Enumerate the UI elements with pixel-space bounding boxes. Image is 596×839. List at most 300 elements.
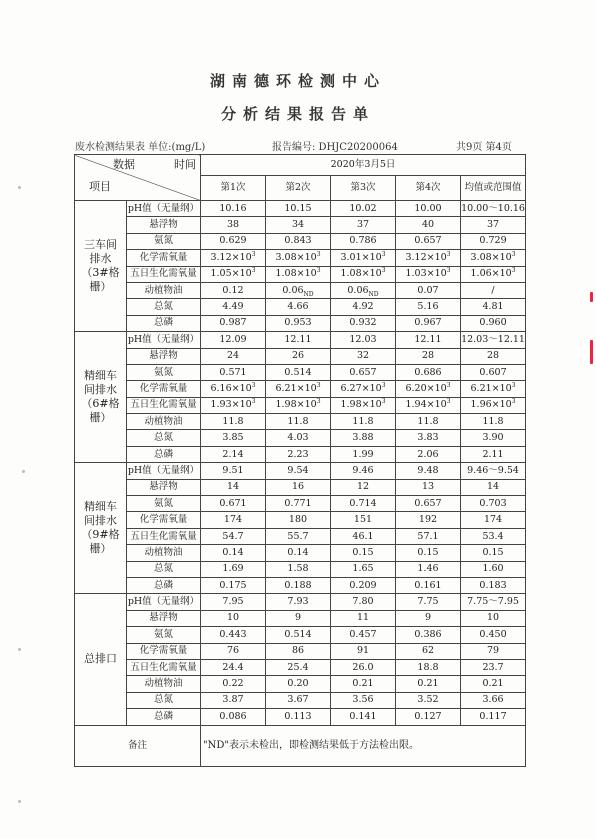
value-text: 0.657 <box>414 497 442 509</box>
value-text: 3.90 <box>482 432 504 444</box>
value-cell <box>461 446 526 462</box>
value-cell <box>331 364 396 380</box>
table-row <box>75 528 526 544</box>
value-cell <box>266 217 331 233</box>
value-cell <box>201 479 266 495</box>
value-cell <box>461 479 526 495</box>
header-corner-cell <box>75 155 201 201</box>
item-name-cell: 动植物油 <box>127 282 201 298</box>
edge-mark <box>590 340 593 364</box>
table-row <box>75 397 526 413</box>
value-cell <box>461 692 526 708</box>
value-text: 0.386 <box>414 628 442 640</box>
value-text: 79 <box>486 645 500 657</box>
value-cell <box>266 414 331 430</box>
item-name-cell: 化学需氧量 <box>127 381 201 397</box>
item-name-cell: pH值（无量纲） <box>127 201 201 217</box>
value-text: 86 <box>291 645 305 657</box>
value-text: 57.1 <box>417 530 439 542</box>
table-row <box>75 627 526 643</box>
value-text: 1.06×10 <box>470 268 512 280</box>
table-row <box>75 610 526 626</box>
value-text: 26 <box>291 350 305 362</box>
item-name-cell: pH值（无量纲） <box>127 463 201 479</box>
value-cell <box>461 528 526 544</box>
value-text: 25.4 <box>287 661 309 673</box>
value-text: 28 <box>421 350 435 362</box>
item-name-cell: 动植物油 <box>127 545 201 561</box>
value-cell <box>331 282 396 298</box>
value-text: 1.93×10 <box>210 399 252 411</box>
value-text: 0.21 <box>352 678 374 690</box>
value-text: 0.127 <box>414 710 442 722</box>
value-cell <box>396 709 461 725</box>
item-name-cell: 总氮 <box>127 692 201 708</box>
table-row <box>75 233 526 249</box>
value-cell <box>266 512 331 528</box>
value-text: 10.00 <box>414 202 442 214</box>
value-text: 174 <box>483 514 503 526</box>
value-cell <box>201 676 266 692</box>
table-row <box>75 217 526 233</box>
value-text: 3.83 <box>417 432 439 444</box>
value-text: 1.08×10 <box>275 268 317 280</box>
value-cell <box>396 266 461 282</box>
value-text: / <box>491 284 495 296</box>
exponent: 3 <box>251 381 256 389</box>
corner-time-label: 时间 <box>174 158 196 171</box>
value-text: 0.086 <box>219 710 247 722</box>
remark-text: "ND"表示未检出，即检测结果低于方法检出限。 <box>201 725 526 766</box>
value-cell <box>396 282 461 298</box>
value-text: 0.21 <box>482 678 504 690</box>
group-name-cell: 总排口 <box>75 594 127 725</box>
value-cell <box>266 381 331 397</box>
value-text: 0.457 <box>349 628 377 640</box>
value-text: 11 <box>356 612 370 624</box>
scan-speck <box>22 470 25 473</box>
value-text: 6.21×10 <box>470 382 512 394</box>
value-cell <box>331 233 396 249</box>
value-text: 9.46～9.54 <box>467 464 519 476</box>
exponent: 3 <box>511 250 516 258</box>
value-cell <box>266 463 331 479</box>
value-cell <box>396 348 461 364</box>
value-text: 0.786 <box>349 235 377 247</box>
value-cell <box>396 463 461 479</box>
value-cell <box>461 659 526 675</box>
value-cell <box>331 299 396 315</box>
value-text: 0.729 <box>479 235 507 247</box>
value-text: 3.12×10 <box>210 251 252 263</box>
value-cell <box>266 315 331 331</box>
item-name-cell: 五日生化需氧量 <box>127 397 201 413</box>
value-cell <box>266 594 331 610</box>
table-row <box>75 709 526 725</box>
value-text: 0.15 <box>352 546 374 558</box>
item-name-cell: 悬浮物 <box>127 348 201 364</box>
value-text: 2.06 <box>417 448 439 460</box>
value-cell <box>331 496 396 512</box>
value-cell <box>266 545 331 561</box>
value-text: 18.8 <box>417 661 439 673</box>
item-name-cell: 动植物油 <box>127 676 201 692</box>
value-text: 1.58 <box>287 563 309 575</box>
value-cell <box>201 250 266 266</box>
table-row <box>75 414 526 430</box>
value-text: 0.571 <box>219 366 247 378</box>
remark-row <box>75 725 526 766</box>
item-name-cell: 氨氮 <box>127 233 201 249</box>
value-text: 12.09 <box>219 333 247 345</box>
col-header: 第1次 <box>201 176 266 201</box>
value-text: 151 <box>353 514 373 526</box>
value-cell <box>266 332 331 348</box>
value-cell <box>396 528 461 544</box>
value-cell <box>331 266 396 282</box>
value-cell <box>331 446 396 462</box>
value-text: 0.703 <box>479 497 507 509</box>
value-text: 1.98×10 <box>340 399 382 411</box>
value-cell <box>266 479 331 495</box>
value-cell <box>461 545 526 561</box>
value-cell <box>396 479 461 495</box>
value-text: 3.01×10 <box>340 251 382 263</box>
value-cell <box>461 414 526 430</box>
value-cell <box>201 594 266 610</box>
value-cell <box>461 676 526 692</box>
value-cell <box>396 364 461 380</box>
value-cell <box>396 692 461 708</box>
value-text: 11.8 <box>287 415 309 427</box>
value-cell <box>396 545 461 561</box>
exponent: 3 <box>251 267 256 275</box>
value-text: 9.46 <box>352 464 374 476</box>
value-cell <box>201 709 266 725</box>
table-row <box>75 250 526 266</box>
value-text: 4.49 <box>222 301 244 313</box>
value-text: 3.67 <box>287 694 309 706</box>
value-cell <box>201 512 266 528</box>
value-text: 10 <box>486 612 500 624</box>
value-cell <box>331 577 396 593</box>
value-text: 37 <box>356 219 370 231</box>
value-text: 14 <box>486 481 500 493</box>
value-text: 9.51 <box>222 464 244 476</box>
value-text: 2.14 <box>222 448 244 460</box>
item-name-cell: 总氮 <box>127 299 201 315</box>
value-text: 62 <box>421 645 435 657</box>
item-name-cell: 化学需氧量 <box>127 643 201 659</box>
value-cell <box>396 627 461 643</box>
value-cell <box>201 643 266 659</box>
value-cell <box>331 332 396 348</box>
col-header: 第4次 <box>396 176 461 201</box>
value-text: 1.60 <box>482 563 504 575</box>
exponent: 3 <box>446 398 451 406</box>
value-text: 6.16×10 <box>210 382 252 394</box>
value-text: 14 <box>226 481 240 493</box>
exponent: 3 <box>316 381 321 389</box>
table-row <box>75 496 526 512</box>
value-text: 0.987 <box>219 317 247 329</box>
value-text: 12 <box>356 481 370 493</box>
value-cell <box>396 643 461 659</box>
value-cell <box>201 414 266 430</box>
value-cell <box>266 610 331 626</box>
value-text: 174 <box>223 514 243 526</box>
table-row <box>75 463 526 479</box>
value-cell <box>266 496 331 512</box>
table-row <box>75 594 526 610</box>
exponent: 3 <box>511 398 516 406</box>
group-name-cell: 精细车 间排水 （9#格 栅） <box>75 463 127 594</box>
value-cell <box>461 364 526 380</box>
value-cell <box>331 545 396 561</box>
value-cell <box>461 282 526 298</box>
exponent: 3 <box>381 250 386 258</box>
value-text: 0.14 <box>222 546 244 558</box>
value-cell <box>396 250 461 266</box>
value-text: 34 <box>291 219 305 231</box>
value-text: 180 <box>288 514 308 526</box>
value-cell <box>201 446 266 462</box>
value-text: 1.98×10 <box>275 399 317 411</box>
value-text: 0.175 <box>219 579 247 591</box>
value-text: 0.514 <box>284 628 312 640</box>
value-cell <box>461 463 526 479</box>
value-text: 1.65 <box>352 563 374 575</box>
group-name-cell: 精细车 间排水 （6#格 栅） <box>75 332 127 463</box>
value-cell <box>266 299 331 315</box>
value-cell <box>266 266 331 282</box>
value-text: 0.450 <box>479 628 507 640</box>
value-text: 3.08×10 <box>275 251 317 263</box>
value-cell <box>201 545 266 561</box>
value-cell <box>201 266 266 282</box>
value-text: 1.08×10 <box>340 268 382 280</box>
exponent: 3 <box>251 398 256 406</box>
value-cell <box>461 299 526 315</box>
value-text: 46.1 <box>352 530 374 542</box>
table-row <box>75 364 526 380</box>
value-cell <box>331 594 396 610</box>
value-cell <box>396 414 461 430</box>
value-text: 4.92 <box>352 301 374 313</box>
report-number: 报告编号: DHJC20200064 <box>272 142 398 153</box>
value-text: 11.8 <box>482 415 504 427</box>
value-cell <box>461 561 526 577</box>
value-text: 0.12 <box>222 284 244 296</box>
value-text: 0.932 <box>349 317 377 329</box>
value-text: 0.967 <box>414 317 442 329</box>
value-cell <box>201 692 266 708</box>
value-text: 76 <box>226 645 240 657</box>
scan-speck <box>18 800 21 803</box>
value-text: 6.20×10 <box>405 382 447 394</box>
value-cell <box>396 512 461 528</box>
value-text: 32 <box>356 350 370 362</box>
corner-data-label: 数据 <box>113 158 135 171</box>
remark-label: 备注 <box>75 725 201 766</box>
value-text: 3.56 <box>352 694 374 706</box>
item-name-cell: 动植物油 <box>127 414 201 430</box>
value-text: 10.16 <box>219 202 247 214</box>
value-text: 1.94×10 <box>405 399 447 411</box>
org-title: 湖南德环检测中心 <box>209 72 386 90</box>
value-cell <box>396 610 461 626</box>
corner-item-label: 项目 <box>89 180 111 193</box>
value-text: 0.07 <box>417 284 439 296</box>
value-text: 9.54 <box>287 464 309 476</box>
value-cell <box>201 528 266 544</box>
value-text: 0.20 <box>287 678 309 690</box>
exponent: 3 <box>446 267 451 275</box>
value-cell <box>331 676 396 692</box>
value-text: 3.08×10 <box>470 251 512 263</box>
value-text: 37 <box>486 219 500 231</box>
value-cell <box>461 430 526 446</box>
table-row <box>75 332 526 348</box>
value-cell <box>201 381 266 397</box>
item-name-cell: pH值（无量纲） <box>127 332 201 348</box>
item-name-cell: 总磷 <box>127 446 201 462</box>
value-cell <box>201 659 266 675</box>
table-row <box>75 266 526 282</box>
value-cell <box>396 381 461 397</box>
value-cell <box>266 692 331 708</box>
value-cell <box>201 577 266 593</box>
value-text: 91 <box>356 645 370 657</box>
table-row <box>75 315 526 331</box>
nd-subscript: ND <box>368 290 379 298</box>
value-text: 24 <box>226 350 240 362</box>
value-cell <box>266 233 331 249</box>
value-cell <box>201 561 266 577</box>
col-header: 第2次 <box>266 176 331 201</box>
value-cell <box>201 201 266 217</box>
value-text: 13 <box>421 481 435 493</box>
value-text: 1.96×10 <box>470 399 512 411</box>
value-cell <box>331 692 396 708</box>
table-row <box>75 446 526 462</box>
value-cell <box>461 709 526 725</box>
value-text: 0.22 <box>222 678 244 690</box>
exponent: 3 <box>381 398 386 406</box>
value-cell <box>461 233 526 249</box>
value-text: 0.657 <box>349 366 377 378</box>
value-text: 7.75 <box>417 596 439 608</box>
item-name-cell: 悬浮物 <box>127 217 201 233</box>
value-cell <box>331 709 396 725</box>
value-cell <box>461 496 526 512</box>
value-text: 0.161 <box>414 579 442 591</box>
value-text: 0.714 <box>349 497 377 509</box>
value-cell <box>266 643 331 659</box>
value-text: 6.21×10 <box>275 382 317 394</box>
value-text: 0.06 <box>282 284 304 296</box>
exponent: 3 <box>316 267 321 275</box>
value-cell <box>396 577 461 593</box>
value-text: 0.443 <box>219 628 247 640</box>
value-cell <box>396 496 461 512</box>
value-cell <box>201 496 266 512</box>
value-text: 0.686 <box>414 366 442 378</box>
results-table <box>74 154 526 767</box>
value-cell <box>461 627 526 643</box>
value-text: 54.7 <box>222 530 244 542</box>
exponent: 3 <box>381 267 386 275</box>
value-text: 55.7 <box>287 530 309 542</box>
value-text: 0.15 <box>417 546 439 558</box>
value-cell <box>266 397 331 413</box>
item-name-cell: 氨氮 <box>127 496 201 512</box>
value-text: 0.117 <box>479 710 507 722</box>
nd-subscript: ND <box>303 290 314 298</box>
value-cell <box>201 463 266 479</box>
exponent: 3 <box>446 381 451 389</box>
table-row <box>75 676 526 692</box>
value-cell <box>331 659 396 675</box>
value-cell <box>331 627 396 643</box>
table-name: 废水检测结果表 单位:(mg/L) <box>75 142 206 153</box>
table-row <box>75 282 526 298</box>
value-text: 0.113 <box>284 710 312 722</box>
value-text: 0.183 <box>479 579 507 591</box>
value-text: 7.80 <box>352 596 374 608</box>
value-cell <box>266 528 331 544</box>
value-cell <box>331 528 396 544</box>
value-cell <box>396 233 461 249</box>
value-text: 0.771 <box>284 497 312 509</box>
table-row <box>75 643 526 659</box>
value-cell <box>201 610 266 626</box>
value-cell <box>396 201 461 217</box>
page-count: 共9页 第4页 <box>456 142 512 153</box>
value-text: 1.69 <box>222 563 244 575</box>
value-cell <box>201 282 266 298</box>
value-text: 7.75～7.95 <box>467 596 519 608</box>
item-name-cell: 悬浮物 <box>127 479 201 495</box>
value-text: 12.11 <box>414 333 442 345</box>
value-text: 0.843 <box>284 235 312 247</box>
table-row <box>75 201 526 217</box>
value-cell <box>461 332 526 348</box>
value-text: 0.209 <box>349 579 377 591</box>
value-cell <box>396 315 461 331</box>
value-text: 26.0 <box>352 661 374 673</box>
col-header: 第3次 <box>331 176 396 201</box>
value-cell <box>266 561 331 577</box>
value-cell <box>396 397 461 413</box>
col-header: 均值或范围值 <box>461 176 526 201</box>
table-row <box>75 692 526 708</box>
value-text: 3.52 <box>417 694 439 706</box>
value-cell <box>331 561 396 577</box>
value-text: 24.4 <box>222 661 244 673</box>
value-text: 0.671 <box>219 497 247 509</box>
value-cell <box>201 627 266 643</box>
value-cell <box>396 659 461 675</box>
value-text: 1.46 <box>417 563 439 575</box>
value-text: 38 <box>226 219 240 231</box>
value-text: 1.99 <box>352 448 374 460</box>
value-text: 0.629 <box>219 235 247 247</box>
value-cell <box>461 643 526 659</box>
value-cell <box>461 397 526 413</box>
table-row <box>75 512 526 528</box>
value-cell <box>396 594 461 610</box>
